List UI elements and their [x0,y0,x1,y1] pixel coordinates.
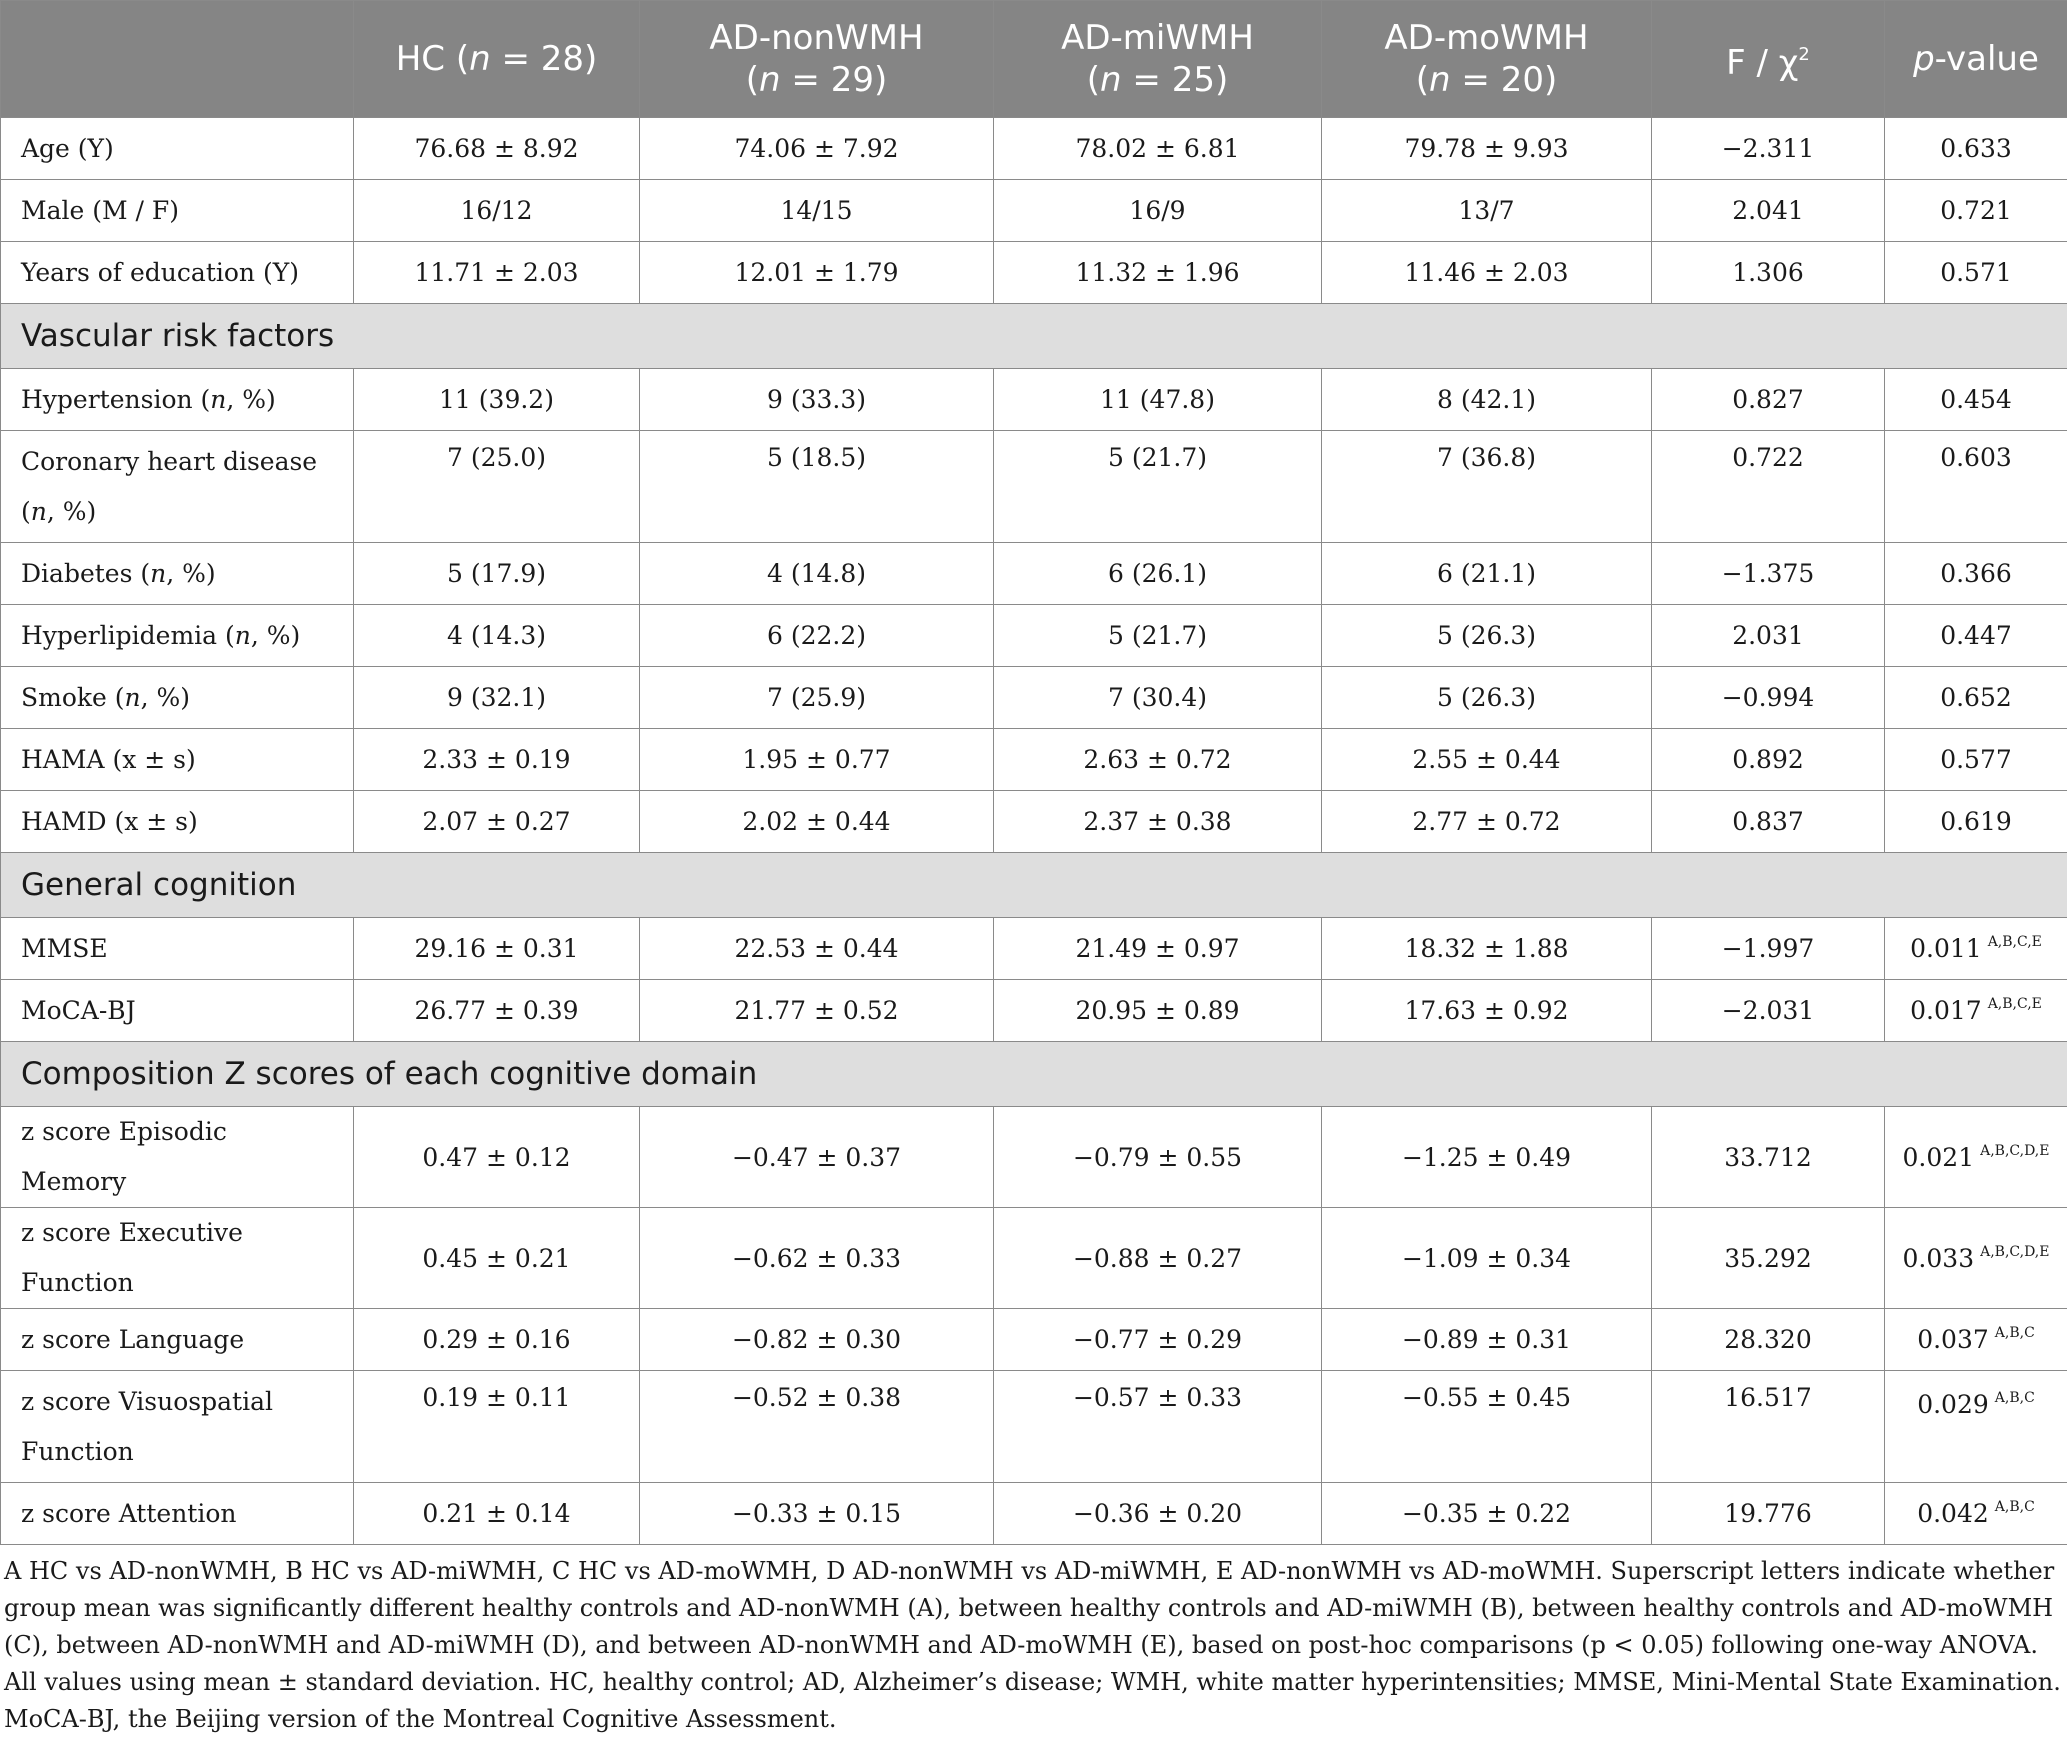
section-header-row [1,304,2067,369]
row-label: z score Executive Function [1,1208,354,1309]
cell-p-value: 0.366 [1885,543,2067,605]
cell-ad-nonwmh: 22.53 ± 0.44 [640,918,994,980]
cell-ad-mowmh: 13/7 [1322,180,1652,242]
cell-p-value: 0.033 $^{A,B,C,D,E}$ [1885,1208,2067,1309]
cell-statistic: −1.997 [1652,918,1885,980]
cell-p-value: 0.011 $^{A,B,C,E}$ [1885,918,2067,980]
cell-ad-mowmh: 79.78 ± 9.93 [1322,118,1652,180]
row-label: Years of education (Y) [1,242,354,304]
section-header-row [1,853,2067,918]
cell-ad-miwmh: 16/9 [994,180,1322,242]
cell-p-value: 0.042 $^{A,B,C}$ [1885,1483,2067,1545]
cell-statistic: 28.320 [1652,1309,1885,1371]
table-row [1,980,2067,1042]
significance-superscript: A,B,C,E [1988,934,2042,950]
row-label: Male (M / F) [1,180,354,242]
cell-ad-nonwmh: 7 (25.9) [640,667,994,729]
cell-ad-nonwmh: −0.47 ± 0.37 [640,1107,994,1208]
cell-statistic: 2.041 [1652,180,1885,242]
cell-p-value: 0.447 [1885,605,2067,667]
cell-statistic: 0.827 [1652,369,1885,431]
significance-superscript: A,B,C,D,E [1980,1143,2049,1159]
cell-hc: 29.16 ± 0.31 [354,918,640,980]
significance-superscript: A,B,C,E [1988,996,2042,1012]
cell-ad-miwmh: 78.02 ± 6.81 [994,118,1322,180]
cell-p-value: 0.619 [1885,791,2067,853]
row-label: HAMD (x ± s) [1,791,354,853]
significance-superscript: A,B,C [1995,1499,2035,1515]
cell-statistic: 19.776 [1652,1483,1885,1545]
cell-ad-miwmh: 2.63 ± 0.72 [994,729,1322,791]
cell-hc: 4 (14.3) [354,605,640,667]
table-row [1,543,2067,605]
cell-ad-mowmh: 11.46 ± 2.03 [1322,242,1652,304]
header-ad-nonwmh: AD-nonWMH (n = 29) [640,1,994,118]
significance-superscript: A,B,C [1995,1390,2035,1406]
cell-p-value: 0.571 [1885,242,2067,304]
table-row [1,369,2067,431]
cell-p-value: 0.037 $^{A,B,C}$ [1885,1309,2067,1371]
cell-ad-miwmh: −0.57 ± 0.33 [994,1371,1322,1483]
cell-ad-mowmh: 8 (42.1) [1322,369,1652,431]
table-row [1,118,2067,180]
cell-hc: 2.07 ± 0.27 [354,791,640,853]
cell-ad-nonwmh: 14/15 [640,180,994,242]
table-row [1,242,2067,304]
cell-statistic: 35.292 [1652,1208,1885,1309]
cell-ad-mowmh: 5 (26.3) [1322,667,1652,729]
header-ad-miwmh: AD-miWMH (n = 25) [994,1,1322,118]
cell-ad-nonwmh: −0.82 ± 0.30 [640,1309,994,1371]
cell-ad-mowmh: −0.89 ± 0.31 [1322,1309,1652,1371]
cell-p-value: 0.021 $^{A,B,C,D,E}$ [1885,1107,2067,1208]
cell-p-value: 0.454 [1885,369,2067,431]
cell-ad-miwmh: −0.88 ± 0.27 [994,1208,1322,1309]
cell-ad-miwmh: 21.49 ± 0.97 [994,918,1322,980]
header-p-value: p-value [1885,1,2067,118]
cell-ad-mowmh: 2.55 ± 0.44 [1322,729,1652,791]
row-label: HAMA (x ± s) [1,729,354,791]
table-row [1,791,2067,853]
cell-statistic: 0.892 [1652,729,1885,791]
table-row [1,1483,2067,1545]
row-label: Diabetes (n, %) [1,543,354,605]
section-header-row [1,1042,2067,1107]
cell-ad-nonwmh: 6 (22.2) [640,605,994,667]
row-label: Hyperlipidemia (n, %) [1,605,354,667]
cell-statistic: 0.837 [1652,791,1885,853]
cell-hc: 9 (32.1) [354,667,640,729]
row-label: z score Visuospatial Function [1,1371,354,1483]
header-hc: HC (n = 28) [354,1,640,118]
cell-p-value: 0.017 $^{A,B,C,E}$ [1885,980,2067,1042]
cell-ad-miwmh: 11 (47.8) [994,369,1322,431]
cell-ad-nonwmh: −0.62 ± 0.33 [640,1208,994,1309]
cell-hc: 2.33 ± 0.19 [354,729,640,791]
row-label: z score Episodic Memory [1,1107,354,1208]
cell-p-value: 0.603 [1885,431,2067,543]
table-row [1,1371,2067,1483]
cell-ad-miwmh: 6 (26.1) [994,543,1322,605]
cell-ad-mowmh: −0.35 ± 0.22 [1322,1483,1652,1545]
row-label: z score Attention [1,1483,354,1545]
cell-hc: 0.19 ± 0.11 [354,1371,640,1483]
section-title: Composition Z scores of each cognitive domain [1,1042,2067,1107]
row-label: MoCA-BJ [1,980,354,1042]
cell-statistic: −1.375 [1652,543,1885,605]
row-label: Age (Y) [1,118,354,180]
row-label: Coronary heart disease (n, %) [1,431,354,543]
cell-ad-miwmh: 2.37 ± 0.38 [994,791,1322,853]
table-row [1,431,2067,543]
cell-p-value: 0.721 [1885,180,2067,242]
cell-ad-mowmh: 7 (36.8) [1322,431,1652,543]
cell-statistic: −2.311 [1652,118,1885,180]
cell-hc: 0.21 ± 0.14 [354,1483,640,1545]
cell-ad-miwmh: −0.77 ± 0.29 [994,1309,1322,1371]
cell-hc: 0.47 ± 0.12 [354,1107,640,1208]
cell-statistic: 33.712 [1652,1107,1885,1208]
section-title: General cognition [1,853,2067,918]
header-blank [1,1,354,118]
cell-ad-nonwmh: 74.06 ± 7.92 [640,118,994,180]
table-row [1,1309,2067,1371]
cell-ad-nonwmh: 21.77 ± 0.52 [640,980,994,1042]
table-row [1,667,2067,729]
cell-statistic: 16.517 [1652,1371,1885,1483]
cell-ad-nonwmh: −0.33 ± 0.15 [640,1483,994,1545]
section-title: Vascular risk factors [1,304,2067,369]
cell-hc: 26.77 ± 0.39 [354,980,640,1042]
cell-ad-nonwmh: 9 (33.3) [640,369,994,431]
table-row [1,605,2067,667]
cell-ad-nonwmh: 12.01 ± 1.79 [640,242,994,304]
cell-ad-mowmh: 18.32 ± 1.88 [1322,918,1652,980]
cell-statistic: 0.722 [1652,431,1885,543]
cell-hc: 76.68 ± 8.92 [354,118,640,180]
cell-statistic: −0.994 [1652,667,1885,729]
cell-ad-nonwmh: 2.02 ± 0.44 [640,791,994,853]
cell-hc: 5 (17.9) [354,543,640,605]
table-row [1,729,2067,791]
cell-ad-mowmh: 2.77 ± 0.72 [1322,791,1652,853]
row-label: z score Language [1,1309,354,1371]
significance-superscript: A,B,C,D,E [1980,1244,2049,1260]
cell-ad-mowmh: 17.63 ± 0.92 [1322,980,1652,1042]
cell-ad-miwmh: −0.36 ± 0.20 [994,1483,1322,1545]
cell-ad-miwmh: 5 (21.7) [994,605,1322,667]
row-label: Smoke (n, %) [1,667,354,729]
cell-ad-miwmh: 7 (30.4) [994,667,1322,729]
cell-p-value: 0.029 $^{A,B,C}$ [1885,1371,2067,1483]
table-row [1,1107,2067,1208]
cell-ad-nonwmh: 4 (14.8) [640,543,994,605]
cell-ad-miwmh: 5 (21.7) [994,431,1322,543]
table-row [1,1208,2067,1309]
cell-ad-nonwmh: −0.52 ± 0.38 [640,1371,994,1483]
cell-ad-mowmh: 5 (26.3) [1322,605,1652,667]
cell-statistic: 2.031 [1652,605,1885,667]
significance-superscript: A,B,C [1995,1325,2035,1341]
table-footnote: A HC vs AD-nonWMH, B HC vs AD-miWMH, C HC vs AD-moWMH, D AD-nonWMH vs AD-miWMH, E AD-nonWMH vs AD-moWMH. Superscript letters indicate whether group mean was significantly different healthy controls and AD-nonWMH (A), between healthy controls and AD-miWMH (B), between healthy controls and AD-moWMH (C), between AD-nonWMH and AD-miWMH (D), and between AD-nonWMH and AD-moWMH (E), based on post-hoc comparisons (p < 0.05) following one-way ANOVA. All values using mean ± standard deviation. HC, healthy control; AD, Alzheimer’s disease; WMH, white matter hyperintensities; MMSE, Mini-Mental State Examination. MoCA-BJ, the Beijing version of the Montreal Cognitive Assessment. [0,1545,2067,1738]
row-label: MMSE [1,918,354,980]
cell-p-value: 0.633 [1885,118,2067,180]
cell-hc: 11 (39.2) [354,369,640,431]
cell-hc: 11.71 ± 2.03 [354,242,640,304]
cell-hc: 0.45 ± 0.21 [354,1208,640,1309]
cell-ad-mowmh: −1.09 ± 0.34 [1322,1208,1652,1309]
cell-ad-miwmh: 11.32 ± 1.96 [994,242,1322,304]
cell-ad-mowmh: −0.55 ± 0.45 [1322,1371,1652,1483]
cell-hc: 16/12 [354,180,640,242]
cell-hc: 0.29 ± 0.16 [354,1309,640,1371]
cell-ad-mowmh: −1.25 ± 0.49 [1322,1107,1652,1208]
cell-p-value: 0.652 [1885,667,2067,729]
cell-ad-nonwmh: 1.95 ± 0.77 [640,729,994,791]
header-row [1,1,2067,118]
cell-ad-mowmh: 6 (21.1) [1322,543,1652,605]
cell-ad-miwmh: −0.79 ± 0.55 [994,1107,1322,1208]
row-label: Hypertension (n, %) [1,369,354,431]
cell-statistic: −2.031 [1652,980,1885,1042]
header-statistic: F / $\chi^2$ [1652,1,1885,118]
header-ad-mowmh: AD-moWMH (n = 20) [1322,1,1652,118]
cell-hc: 7 (25.0) [354,431,640,543]
cell-p-value: 0.577 [1885,729,2067,791]
cell-ad-nonwmh: 5 (18.5) [640,431,994,543]
table-row [1,918,2067,980]
table-row [1,180,2067,242]
cell-ad-miwmh: 20.95 ± 0.89 [994,980,1322,1042]
cell-statistic: 1.306 [1652,242,1885,304]
